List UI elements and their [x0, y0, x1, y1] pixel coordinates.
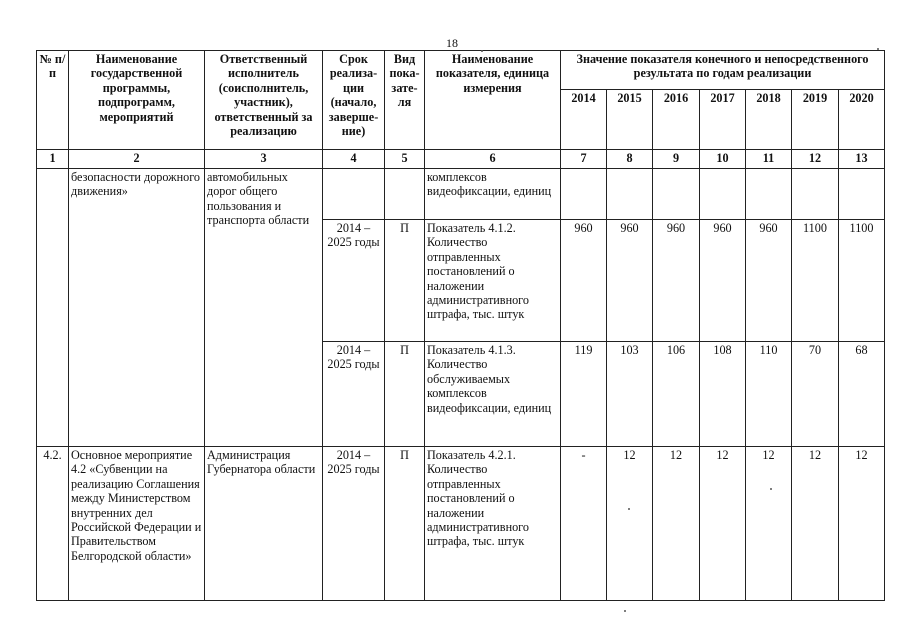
header-term: Срок реализа-ции (начало, заверше-ние) [323, 51, 385, 150]
scan-speck [481, 50, 483, 52]
value-cell: 12 [839, 447, 885, 601]
value-cell: 960 [746, 220, 792, 342]
value-cell: 119 [561, 342, 607, 447]
indicator-type: П [385, 342, 425, 447]
column-number: 8 [607, 150, 653, 169]
scan-speck [877, 48, 879, 50]
header-num: № п/п [37, 51, 69, 150]
value-cell: 1100 [792, 220, 839, 342]
value-cell: 103 [607, 342, 653, 447]
header-program: Наименование государственной программы, подпрограмм, мероприятий [69, 51, 205, 150]
table-row [37, 169, 885, 220]
indicator-type: П [385, 220, 425, 342]
program-name: Основное мероприятие 4.2 «Субвенции на реализацию Соглашения между Министерством внутренних дел Российской Федерации и Правительством Белгородской области» [69, 447, 205, 601]
term: 2014 – 2025 годы [323, 342, 385, 447]
program-name: безопасности дорожного движения» [69, 169, 205, 447]
value-cell: 70 [792, 342, 839, 447]
header-year: 2019 [792, 90, 839, 150]
term [323, 169, 385, 220]
value-cell: 108 [700, 342, 746, 447]
value-cell: - [561, 447, 607, 601]
value-cell: 110 [746, 342, 792, 447]
header-executor: Ответственный исполнитель (соисполнитель, участник), ответственный за реализацию [205, 51, 323, 150]
column-number: 5 [385, 150, 425, 169]
column-number: 4 [323, 150, 385, 169]
indicator-type: П [385, 447, 425, 601]
column-number: 2 [69, 150, 205, 169]
executor: Администрация Губернатора области [205, 447, 323, 601]
row-number [37, 169, 69, 447]
executor: автомобильных дорог общего пользования и транспорта области [205, 169, 323, 447]
value-cell: 68 [839, 342, 885, 447]
header-values-group: Значение показателя конечного и непосредственного результата по годам реализации [561, 51, 885, 90]
value-cell: 12 [607, 447, 653, 601]
scan-speck [770, 488, 772, 490]
column-number: 10 [700, 150, 746, 169]
column-number-row [37, 150, 885, 169]
scan-speck [624, 610, 626, 612]
indicator-name: Показатель 4.1.3. Количество обслуживаемых комплексов видеофиксации, единиц [425, 342, 561, 447]
column-number: 1 [37, 150, 69, 169]
row-number: 4.2. [37, 447, 69, 601]
indicator-table [36, 50, 885, 601]
header-year: 2018 [746, 90, 792, 150]
indicator-type [385, 169, 425, 220]
header-indicator-name: Наименование показателя, единица измерения [425, 51, 561, 150]
term: 2014 – 2025 годы [323, 220, 385, 342]
column-number: 6 [425, 150, 561, 169]
header-year: 2014 [561, 90, 607, 150]
value-cell: 12 [746, 447, 792, 601]
value-cell: 960 [700, 220, 746, 342]
value-cell: 12 [653, 447, 700, 601]
header-row [37, 51, 885, 90]
indicator-name: Показатель 4.1.2. Количество отправленных постановлений о наложении административного штрафа, тыс. штук [425, 220, 561, 342]
header-year: 2017 [700, 90, 746, 150]
column-number: 9 [653, 150, 700, 169]
header-year: 2020 [839, 90, 885, 150]
value-cell: 1100 [839, 220, 885, 342]
column-number: 7 [561, 150, 607, 169]
term: 2014 – 2025 годы [323, 447, 385, 601]
column-number: 12 [792, 150, 839, 169]
scan-speck [628, 508, 630, 510]
column-number: 13 [839, 150, 885, 169]
page-number: 18 [446, 36, 458, 50]
value-cell: 960 [607, 220, 653, 342]
value-cell: 960 [653, 220, 700, 342]
header-indicator-type: Вид пока-зате-ля [385, 51, 425, 150]
value-cell: 12 [700, 447, 746, 601]
header-year: 2015 [607, 90, 653, 150]
value-cell: 12 [792, 447, 839, 601]
header-year: 2016 [653, 90, 700, 150]
column-number: 3 [205, 150, 323, 169]
value-cell: 960 [561, 220, 607, 342]
indicator-name: Показатель 4.2.1. Количество отправленных постановлений о наложении административного штрафа, тыс. штук [425, 447, 561, 601]
table-row [37, 447, 885, 601]
indicator-name: комплексов видеофиксации, единиц [425, 169, 561, 220]
column-number: 11 [746, 150, 792, 169]
value-cell: 106 [653, 342, 700, 447]
